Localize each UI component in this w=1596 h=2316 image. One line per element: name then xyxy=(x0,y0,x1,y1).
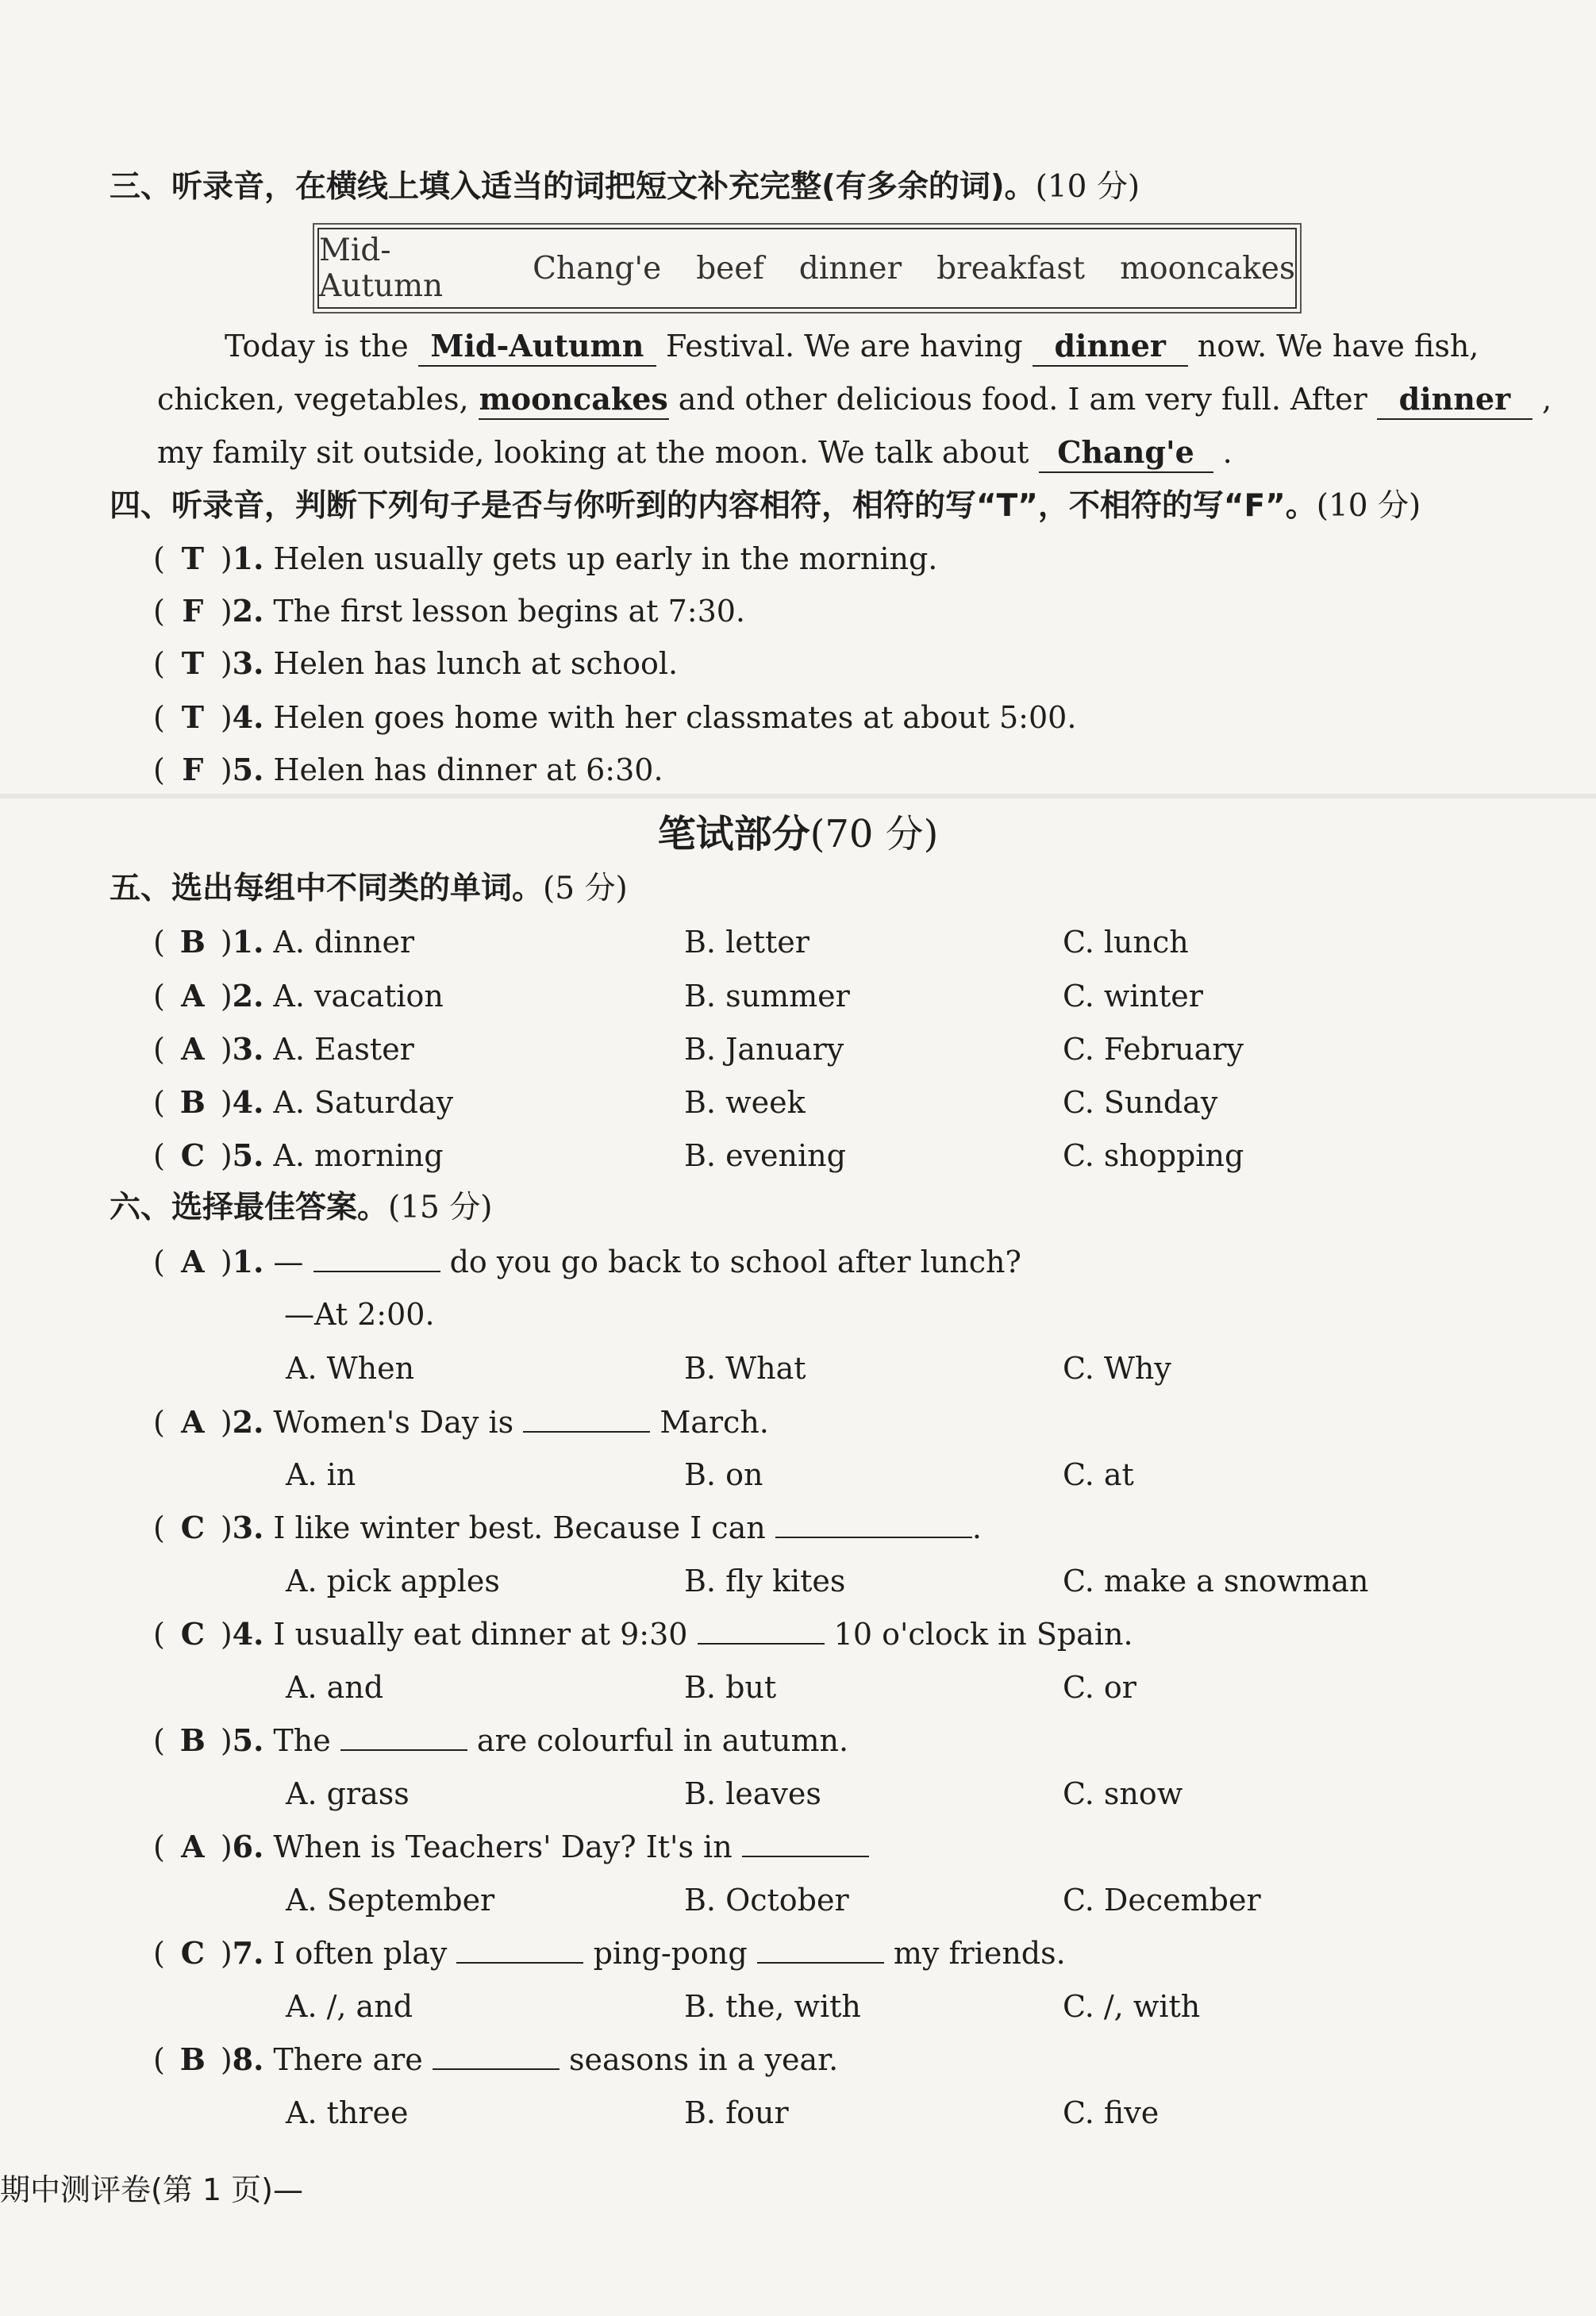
option-c: C. snow xyxy=(1063,1776,1183,1811)
option-a: A. vacation xyxy=(273,979,444,1014)
scan-band xyxy=(0,794,1596,798)
word-bank-item: breakfast xyxy=(936,250,1086,287)
item-number: 5. xyxy=(232,1137,264,1173)
tf-statement: Helen has dinner at 6:30. xyxy=(273,752,663,787)
item-number: 2. xyxy=(232,1404,264,1440)
option-c: C. or xyxy=(1063,1670,1136,1705)
answer-blank xyxy=(698,1643,825,1645)
word-bank-item: dinner xyxy=(798,250,902,287)
choice-answer: A xyxy=(181,1244,205,1279)
question-text: I often play xyxy=(273,1936,448,1971)
question-text: I like winter best. Because I can xyxy=(273,1510,766,1545)
section3-title: 三、听录音，在横线上填入适当的词把短文补充完整(有多余的词)。 xyxy=(110,169,1036,205)
question-text: do you go back to school after lunch? xyxy=(449,1245,1021,1279)
option-a: A. Easter xyxy=(273,1032,414,1067)
page-footer: 期中测评卷(第 1 页)— xyxy=(0,2172,303,2207)
question-text: ping-pong xyxy=(593,1936,748,1971)
answer-blank xyxy=(742,1856,869,1857)
section5-heading xyxy=(110,870,628,908)
choice-answer: A xyxy=(181,978,205,1014)
passage-line-1 xyxy=(225,327,1479,367)
choice-answer: B xyxy=(179,924,206,960)
blank-answer-3: mooncakes xyxy=(479,380,669,420)
question-text: seasons in a year. xyxy=(568,2042,839,2077)
section6-heading xyxy=(110,1189,492,1227)
item-number: 4. xyxy=(232,1084,264,1120)
odd-one-item: ( C )5. A. morning xyxy=(153,1137,444,1173)
item-number: 8. xyxy=(232,2041,264,2077)
option-a: A. /, and xyxy=(286,1989,413,2024)
mc-question-5: ( B )5. The are colourful in autumn. xyxy=(153,1722,849,1758)
option-c: C. at xyxy=(1063,1457,1134,1492)
written-part-title xyxy=(0,803,1596,858)
option-b: B. January xyxy=(684,1032,844,1067)
passage-text: Today is the xyxy=(225,329,409,364)
tf-statement: Helen goes home with her classmates at about 5:00. xyxy=(273,700,1077,735)
option-a: A. pick apples xyxy=(286,1564,500,1599)
option-b: B. leaves xyxy=(684,1776,821,1811)
tf-statement: The first lesson begins at 7:30. xyxy=(273,594,746,629)
option-b: B. but xyxy=(684,1670,777,1705)
question-text: my friends. xyxy=(893,1936,1066,1971)
mc-question-6: ( A )6. When is Teachers' Day? It's in xyxy=(153,1828,869,1866)
option-a: A. dinner xyxy=(273,925,415,960)
item-number: 7. xyxy=(232,1935,264,1971)
item-number: 3. xyxy=(232,645,264,681)
tf-item: ( T )3. Helen has lunch at school. xyxy=(153,645,679,681)
odd-one-item: ( A )2. A. vacation xyxy=(153,978,444,1014)
item-number: 2. xyxy=(232,593,264,629)
word-bank-item: Mid-Autumn xyxy=(319,233,444,304)
mc-question-8: ( B )8. There are seasons in a year. xyxy=(153,2041,839,2077)
word-bank-item: Chang'e xyxy=(533,250,662,287)
odd-one-item: ( B )1. A. dinner xyxy=(153,924,415,960)
option-b: B. What xyxy=(684,1351,806,1386)
passage-line-2 xyxy=(157,380,1552,420)
written-title-text: 笔试部分 xyxy=(657,812,810,856)
item-number: 1. xyxy=(232,541,264,576)
option-b: B. on xyxy=(684,1457,763,1492)
choice-answer: C xyxy=(180,1510,205,1545)
choice-answer: B xyxy=(179,1722,206,1758)
option-a: A. three xyxy=(286,2095,409,2130)
section4-points: (10 分) xyxy=(1316,488,1421,524)
section3-heading xyxy=(110,168,1140,206)
choice-answer: C xyxy=(180,1616,205,1652)
question-text: The xyxy=(273,1723,331,1758)
passage-text: . xyxy=(1222,435,1233,470)
item-number: 2. xyxy=(232,978,264,1014)
answer-blank xyxy=(523,1431,650,1433)
passage-text: Festival. We are having xyxy=(665,329,1023,364)
choice-answer: A xyxy=(181,1031,205,1067)
choice-answer: A xyxy=(181,1829,205,1864)
mc-question-1: ( A )1. — do you go back to school after lunch? xyxy=(153,1244,1021,1279)
mc-question-2: ( A )2. Women's Day is March. xyxy=(153,1404,769,1440)
option-a: A. morning xyxy=(273,1138,444,1173)
section4-heading xyxy=(110,487,1421,525)
answer-blank xyxy=(313,1271,440,1272)
tf-answer: T xyxy=(181,645,204,681)
question-text: Women's Day is xyxy=(273,1405,514,1440)
blank-answer-4: dinner xyxy=(1377,380,1533,420)
option-b: B. fly kites xyxy=(684,1564,846,1599)
item-number: 1. xyxy=(232,1244,264,1279)
choice-answer: B xyxy=(179,1084,206,1120)
blank-answer-1: Mid-Autumn xyxy=(418,327,656,367)
answer-blank xyxy=(757,1962,884,1964)
choice-answer: C xyxy=(180,1137,205,1173)
passage-line-3 xyxy=(157,433,1233,473)
choice-answer: A xyxy=(181,1404,205,1440)
passage-text: , xyxy=(1541,382,1552,417)
option-b: B. evening xyxy=(684,1138,846,1173)
tf-item: ( T )1. Helen usually gets up early in the morning. xyxy=(153,541,938,576)
option-a: A. September xyxy=(286,1883,495,1918)
blank-answer-5: Chang'e xyxy=(1039,433,1213,473)
odd-one-item: ( A )3. A. Easter xyxy=(153,1031,414,1067)
tf-item: ( T )4. Helen goes home with her classmates at about 5:00. xyxy=(153,699,1077,735)
section6-points: (15 分) xyxy=(388,1190,493,1225)
section3-points: (10 分) xyxy=(1035,169,1140,205)
question-text: There are xyxy=(273,2042,423,2077)
mc-question-4: ( C )4. I usually eat dinner at 9:30 10 o'clock in Spain. xyxy=(153,1616,1133,1652)
tf-answer: F xyxy=(182,593,204,629)
answer-blank xyxy=(340,1749,467,1751)
item-number: 1. xyxy=(232,924,264,960)
question-text: . xyxy=(971,1510,982,1545)
question-text: — xyxy=(273,1245,304,1279)
option-c: C. February xyxy=(1063,1032,1244,1067)
option-a: A. grass xyxy=(286,1776,410,1811)
item-number: 4. xyxy=(232,1616,264,1652)
tf-answer: F xyxy=(182,752,204,787)
option-b: B. four xyxy=(684,2095,789,2130)
option-c: C. lunch xyxy=(1063,925,1189,960)
item-number: 4. xyxy=(232,699,264,735)
passage-text: my family sit outside, looking at the moon. We talk about xyxy=(157,435,1029,470)
tf-item: ( F )2. The first lesson begins at 7:30. xyxy=(153,593,746,629)
option-c: C. winter xyxy=(1063,979,1203,1014)
written-points: (70 分) xyxy=(810,812,939,856)
option-a: A. Saturday xyxy=(273,1085,454,1120)
section5-title: 五、选出每组中不同类的单词。 xyxy=(110,871,544,906)
answer-blank xyxy=(775,1537,972,1538)
option-c: C. make a snowman xyxy=(1063,1564,1369,1599)
choice-answer: B xyxy=(179,2041,206,2077)
option-a: A. When xyxy=(286,1351,415,1386)
option-c: C. Why xyxy=(1063,1351,1171,1386)
mc-question-3: ( C )3. I like winter best. Because I can . xyxy=(153,1510,982,1545)
choice-answer: C xyxy=(180,1935,205,1971)
passage-text: chicken, vegetables, xyxy=(157,382,469,417)
answer-blank xyxy=(433,2068,560,2070)
passage-text: and other delicious food. I am very full. After xyxy=(678,382,1367,417)
option-b: B. summer xyxy=(684,979,850,1014)
word-bank-item: beef xyxy=(696,250,764,287)
option-a: A. and xyxy=(286,1670,384,1705)
section5-points: (5 分) xyxy=(543,871,628,906)
mc-question-7: ( C )7. I often play ping-pong my friends. xyxy=(153,1935,1066,1971)
option-a: A. in xyxy=(286,1457,356,1492)
question-text: I usually eat dinner at 9:30 xyxy=(273,1617,688,1652)
answer-blank xyxy=(456,1962,583,1964)
option-c: C. five xyxy=(1063,2095,1160,2130)
item-number: 3. xyxy=(232,1031,264,1067)
passage-text: now. We have fish, xyxy=(1197,329,1479,364)
word-bank-item: mooncakes xyxy=(1120,250,1295,287)
blank-answer-2: dinner xyxy=(1033,327,1188,367)
option-c: C. /, with xyxy=(1063,1989,1201,2024)
tf-statement: Helen has lunch at school. xyxy=(273,646,679,681)
question-text: are colourful in autumn. xyxy=(476,1723,849,1758)
option-c: C. shopping xyxy=(1063,1138,1244,1173)
tf-statement: Helen usually gets up early in the morning. xyxy=(273,541,938,576)
question-reply: —At 2:00. xyxy=(284,1297,435,1332)
tf-answer: T xyxy=(181,699,204,735)
item-number: 5. xyxy=(232,752,264,787)
section6-title: 六、选择最佳答案。 xyxy=(110,1190,389,1225)
option-c: C. December xyxy=(1063,1883,1261,1918)
item-number: 5. xyxy=(232,1722,264,1758)
section4-title: 四、听录音，判断下列句子是否与你听到的内容相符，相符的写“T”，不相符的写“F”。 xyxy=(110,488,1317,524)
item-number: 3. xyxy=(232,1510,264,1545)
question-text: March. xyxy=(660,1405,769,1440)
tf-answer: T xyxy=(181,541,204,576)
option-b: B. letter xyxy=(684,925,810,960)
question-text: 10 o'clock in Spain. xyxy=(833,1617,1133,1652)
tf-item: ( F )5. Helen has dinner at 6:30. xyxy=(153,752,663,787)
item-number: 6. xyxy=(232,1829,264,1864)
option-b: B. October xyxy=(684,1883,849,1918)
odd-one-item: ( B )4. A. Saturday xyxy=(153,1084,454,1120)
question-text: When is Teachers' Day? It's in xyxy=(273,1829,733,1864)
option-c: C. Sunday xyxy=(1063,1085,1218,1120)
option-b: B. week xyxy=(684,1085,806,1120)
word-bank-box xyxy=(317,228,1297,309)
option-b: B. the, with xyxy=(684,1989,861,2024)
